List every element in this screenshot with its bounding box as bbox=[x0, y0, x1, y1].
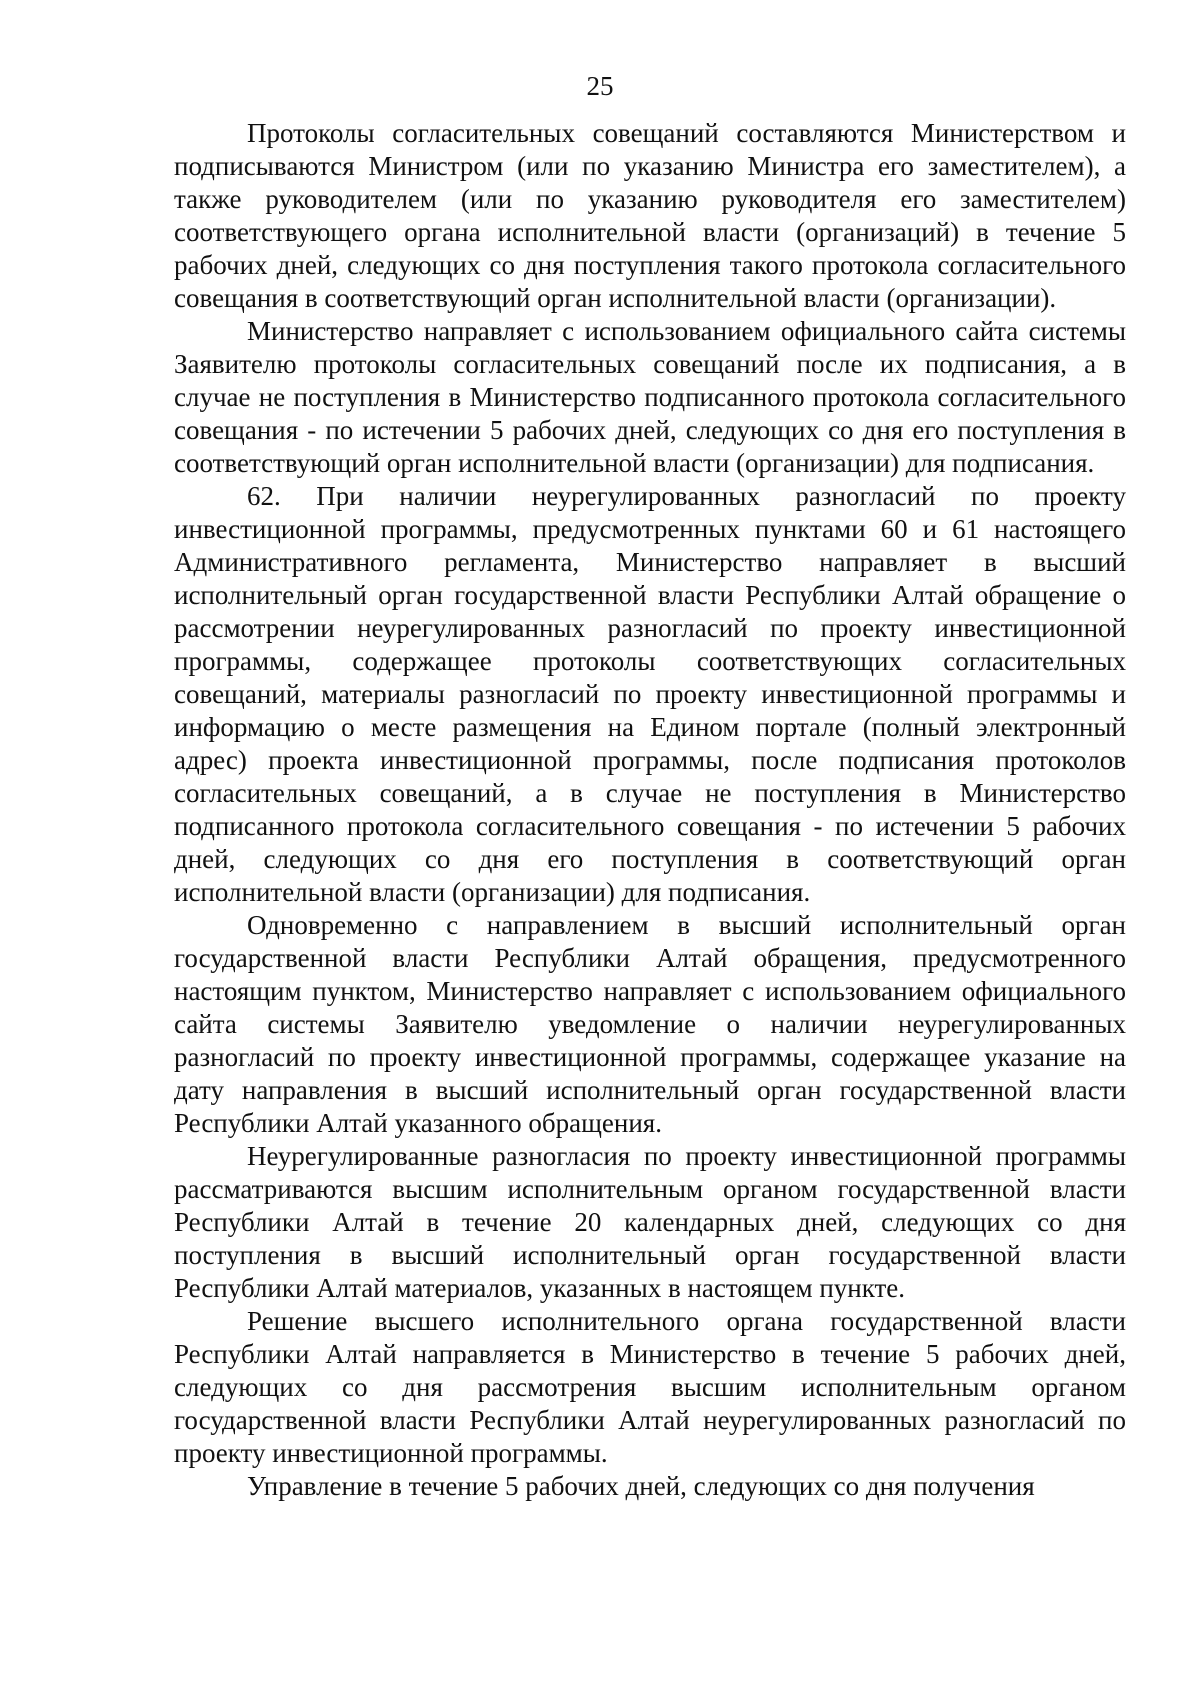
paragraph-item-62: 62. При наличии неурегулированных разногласий по проекту инвестиционной программы, предусмотренных пунктами 60 и 61 настоящего Административного регламента, Министерство направляет в высший исполнительный орган государственной власти Республики Алтай обращение о рассмотрении неурегулированных разногласий по проекту инвестиционной программы, содержащее протоколы соответствующих согласительных совещаний, материалы разногласий по проекту инвестиционной программы и информацию о месте размещения на Едином портале (полный электронный адрес) проекта инвестиционной программы, после подписания протоколов согласительных совещаний, а в случае не поступления в Министерство подписанного протокола согласительного совещания - по истечении 5 рабочих дней, следующих со дня его поступления в соответствующий орган исполнительной власти (организации) для подписания. bbox=[174, 481, 1126, 907]
paragraph-protocols-signing: Протоколы согласительных совещаний составляются Министерством и подписываются Министром (или по указанию Министра его заместителем), а также руководителем (или по указанию руководителя его заместителем) соответствующего органа исполнительной власти (организаций) в течение 5 рабочих дней, следующих со дня поступления такого протокола согласительного совещания в соответствующий орган исполнительной власти (организации). bbox=[174, 118, 1126, 313]
paragraph-department: Управление в течение 5 рабочих дней, следующих со дня получения bbox=[247, 1471, 1035, 1501]
paragraph-notification: Одновременно с направлением в высший исполнительный орган государственной власти Республики Алтай обращения, предусмотренного настоящим пунктом, Министерство направляет с использованием официального сайта системы Заявителю уведомление о наличии неурегулированных разногласий по проекту инвестиционной программы, содержащее указание на дату направления в высший исполнительный орган государственной власти Республики Алтай указанного обращения. bbox=[174, 910, 1126, 1138]
document-body bbox=[174, 117, 1126, 1503]
paragraph-protocols-sending: Министерство направляет с использованием официального сайта системы Заявителю протоколы согласительных совещаний после их подписания, а в случае не поступления в Министерство подписанного протокола согласительного совещания - по истечении 5 рабочих дней, следующих со дня его поступления в соответствующий орган исполнительной власти (организации) для подписания. bbox=[174, 316, 1126, 478]
paragraph-decision: Решение высшего исполнительного органа государственной власти Республики Алтай направляется в Министерство в течение 5 рабочих дней, следующих со дня рассмотрения высшим исполнительным органом государственной власти Республики Алтай неурегулированных разногласий по проекту инвестиционной программы. bbox=[174, 1306, 1126, 1468]
page-number: 25 bbox=[586, 71, 614, 101]
paragraph-disagreements-review: Неурегулированные разногласия по проекту инвестиционной программы рассматриваются высшим исполнительным органом государственной власти Республики Алтай в течение 20 календарных дней, следующих со дня поступления в высший исполнительный орган государственной власти Республики Алтай материалов, указанных в настоящем пункте. bbox=[174, 1141, 1126, 1303]
